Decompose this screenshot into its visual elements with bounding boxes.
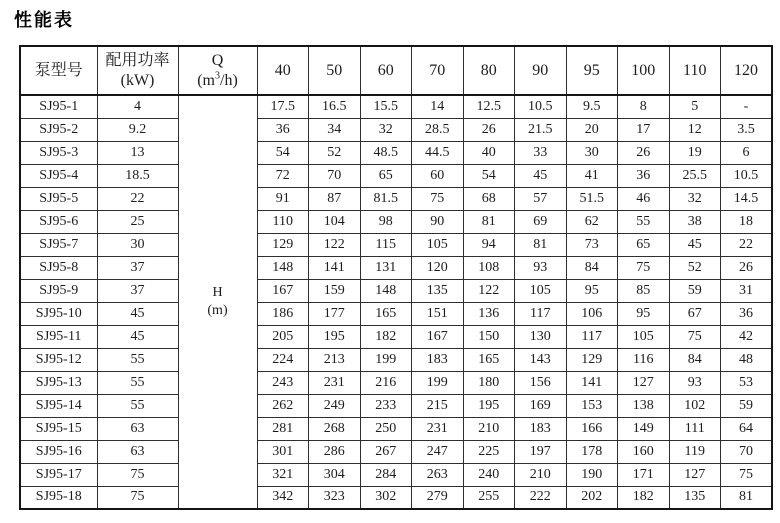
head-value-cell: 141 [309, 256, 361, 279]
head-value-cell: 45 [515, 164, 567, 187]
head-value-cell: 31 [721, 279, 773, 302]
head-value-cell: 263 [412, 463, 464, 486]
head-value-cell: 250 [360, 417, 412, 440]
head-value-cell: 48 [721, 348, 773, 371]
head-value-cell: 186 [257, 302, 309, 325]
power-cell: 55 [97, 371, 178, 394]
head-value-cell: 95 [566, 279, 618, 302]
header-row [20, 46, 772, 95]
head-value-cell: 102 [669, 394, 721, 417]
head-value-cell: 138 [618, 394, 670, 417]
table-row [20, 486, 772, 509]
head-value-cell: 279 [412, 486, 464, 509]
table-row [20, 440, 772, 463]
head-value-cell: 81 [463, 210, 515, 233]
head-value-cell: 75 [721, 463, 773, 486]
head-value-cell: 73 [566, 233, 618, 256]
table-row [20, 394, 772, 417]
head-value-cell: 171 [618, 463, 670, 486]
model-column-header: 泵型号 [20, 46, 97, 95]
power-cell: 37 [97, 279, 178, 302]
head-value-cell: 105 [618, 325, 670, 348]
head-value-cell: 262 [257, 394, 309, 417]
head-value-cell: 267 [360, 440, 412, 463]
model-cell: SJ95-13 [20, 371, 97, 394]
head-value-cell: 87 [309, 187, 361, 210]
head-value-cell: 72 [257, 164, 309, 187]
head-value-cell: 169 [515, 394, 567, 417]
head-value-cell: 26 [463, 118, 515, 141]
head-value-cell: 38 [669, 210, 721, 233]
head-value-cell: 304 [309, 463, 361, 486]
model-cell: SJ95-7 [20, 233, 97, 256]
head-value-cell: 141 [566, 371, 618, 394]
head-value-cell: 84 [566, 256, 618, 279]
head-value-cell: 93 [515, 256, 567, 279]
head-value-cell: 131 [360, 256, 412, 279]
power-cell: 22 [97, 187, 178, 210]
head-value-cell: 44.5 [412, 141, 464, 164]
model-cell: SJ95-18 [20, 486, 97, 509]
model-cell: SJ95-3 [20, 141, 97, 164]
head-value-cell: 178 [566, 440, 618, 463]
power-cell: 75 [97, 486, 178, 509]
table-row [20, 118, 772, 141]
flow-rate-header: 120 [721, 46, 773, 95]
head-value-cell: 75 [412, 187, 464, 210]
head-value-cell: 69 [515, 210, 567, 233]
head-value-cell: 182 [618, 486, 670, 509]
flow-rate-header: 90 [515, 46, 567, 95]
head-value-cell: 150 [463, 325, 515, 348]
head-value-cell: 182 [360, 325, 412, 348]
model-cell: SJ95-5 [20, 187, 97, 210]
head-value-cell: 16.5 [309, 95, 361, 118]
power-header-line1: 配用功率 [105, 51, 170, 69]
head-value-cell: 81 [515, 233, 567, 256]
power-cell: 4 [97, 95, 178, 118]
flow-header-symbol: Q [211, 51, 224, 69]
head-value-cell: 122 [463, 279, 515, 302]
model-cell: SJ95-4 [20, 164, 97, 187]
table-row [20, 325, 772, 348]
head-value-cell: 106 [566, 302, 618, 325]
head-value-cell: 216 [360, 371, 412, 394]
power-cell: 18.5 [97, 164, 178, 187]
head-value-cell: 116 [618, 348, 670, 371]
page-title: 性能表 [14, 10, 74, 30]
power-cell: 45 [97, 302, 178, 325]
head-value-cell: 34 [309, 118, 361, 141]
head-value-cell: 19 [669, 141, 721, 164]
model-cell: SJ95-2 [20, 118, 97, 141]
head-value-cell: 127 [618, 371, 670, 394]
table-row [20, 95, 772, 118]
model-cell: SJ95-14 [20, 394, 97, 417]
head-value-cell: 247 [412, 440, 464, 463]
head-value-cell: 93 [669, 371, 721, 394]
head-value-cell: 167 [412, 325, 464, 348]
head-value-cell: 57 [515, 187, 567, 210]
model-cell: SJ95-6 [20, 210, 97, 233]
performance-table-head [20, 46, 772, 95]
flow-rate-header: 100 [618, 46, 670, 95]
head-value-cell: 94 [463, 233, 515, 256]
performance-table-body [20, 95, 772, 509]
head-value-cell: 225 [463, 440, 515, 463]
power-cell: 55 [97, 348, 178, 371]
head-value-cell: 64 [721, 417, 773, 440]
flow-rate-header: 110 [669, 46, 721, 95]
head-value-cell: 21.5 [515, 118, 567, 141]
head-value-cell: 165 [360, 302, 412, 325]
performance-table [19, 45, 773, 510]
power-cell: 75 [97, 463, 178, 486]
flow-rate-header: 40 [257, 46, 309, 95]
flow-header-unit: $(m^3/h)$ [197, 70, 238, 89]
head-value-cell: 95 [618, 302, 670, 325]
head-value-cell: 65 [618, 233, 670, 256]
head-value-cell: 59 [721, 394, 773, 417]
head-value-cell: 14.5 [721, 187, 773, 210]
head-value-cell: 159 [309, 279, 361, 302]
table-row [20, 348, 772, 371]
head-value-cell: 165 [463, 348, 515, 371]
head-value-cell: 268 [309, 417, 361, 440]
head-value-cell: 48.5 [360, 141, 412, 164]
head-value-cell: 81.5 [360, 187, 412, 210]
flow-rate-header: 95 [566, 46, 618, 95]
head-value-cell: 301 [257, 440, 309, 463]
head-value-cell: 30 [566, 141, 618, 164]
head-value-cell: 70 [309, 164, 361, 187]
flow-column-header [178, 46, 257, 95]
power-cell: 30 [97, 233, 178, 256]
head-value-cell: 231 [309, 371, 361, 394]
head-value-cell: 26 [721, 256, 773, 279]
head-value-cell: 32 [669, 187, 721, 210]
table-row [20, 233, 772, 256]
head-value-cell: 46 [618, 187, 670, 210]
head-value-cell: 148 [257, 256, 309, 279]
head-value-cell: 68 [463, 187, 515, 210]
head-value-cell: 59 [669, 279, 721, 302]
head-value-cell: 281 [257, 417, 309, 440]
table-row [20, 417, 772, 440]
model-cell: SJ95-15 [20, 417, 97, 440]
head-value-cell: 231 [412, 417, 464, 440]
head-value-cell: 122 [309, 233, 361, 256]
head-value-cell: 54 [463, 164, 515, 187]
power-cell: 55 [97, 394, 178, 417]
model-cell: SJ95-9 [20, 279, 97, 302]
head-value-cell: 104 [309, 210, 361, 233]
model-cell: SJ95-8 [20, 256, 97, 279]
model-cell: SJ95-17 [20, 463, 97, 486]
head-value-cell: 120 [412, 256, 464, 279]
head-value-cell: 117 [566, 325, 618, 348]
head-value-cell: 33 [515, 141, 567, 164]
head-value-cell: 52 [669, 256, 721, 279]
head-value-cell: 129 [257, 233, 309, 256]
head-value-cell: 12 [669, 118, 721, 141]
head-value-cell: - [721, 95, 773, 118]
head-value-cell: 15.5 [360, 95, 412, 118]
head-value-cell: 255 [463, 486, 515, 509]
head-value-cell: 224 [257, 348, 309, 371]
head-value-cell: 10.5 [515, 95, 567, 118]
head-value-cell: 284 [360, 463, 412, 486]
head-value-cell: 81 [721, 486, 773, 509]
head-value-cell: 180 [463, 371, 515, 394]
model-cell: SJ95-10 [20, 302, 97, 325]
flow-rate-header: 60 [360, 46, 412, 95]
head-value-cell: 111 [669, 417, 721, 440]
table-row [20, 279, 772, 302]
head-value-cell: 183 [515, 417, 567, 440]
head-value-cell: 249 [309, 394, 361, 417]
head-value-cell: 149 [618, 417, 670, 440]
power-cell: 13 [97, 141, 178, 164]
head-value-cell: 67 [669, 302, 721, 325]
model-cell: SJ95-11 [20, 325, 97, 348]
flow-rate-header: 50 [309, 46, 361, 95]
head-value-cell: 42 [721, 325, 773, 348]
head-value-cell: 129 [566, 348, 618, 371]
table-row [20, 187, 772, 210]
head-value-cell: 119 [669, 440, 721, 463]
head-value-cell: 160 [618, 440, 670, 463]
head-value-cell: 41 [566, 164, 618, 187]
head-value-cell: 240 [463, 463, 515, 486]
model-cell: SJ95-16 [20, 440, 97, 463]
power-header-line2: (kW) [120, 71, 155, 89]
head-value-cell: 54 [257, 141, 309, 164]
head-value-cell: 177 [309, 302, 361, 325]
head-value-cell: 26 [618, 141, 670, 164]
head-unit-cell: H (m) [178, 95, 257, 509]
head-value-cell: 3.5 [721, 118, 773, 141]
head-value-cell: 6 [721, 141, 773, 164]
table-row [20, 164, 772, 187]
head-value-cell: 156 [515, 371, 567, 394]
head-value-cell: 18 [721, 210, 773, 233]
power-cell: 25 [97, 210, 178, 233]
power-cell: 9.2 [97, 118, 178, 141]
power-cell: 45 [97, 325, 178, 348]
cube-superscript: 3 [215, 70, 220, 82]
head-value-cell: 143 [515, 348, 567, 371]
head-value-cell: 117 [515, 302, 567, 325]
head-value-cell: 84 [669, 348, 721, 371]
head-value-cell: 36 [257, 118, 309, 141]
power-cell: 63 [97, 440, 178, 463]
head-value-cell: 55 [618, 210, 670, 233]
head-value-cell: 20 [566, 118, 618, 141]
head-value-cell: 45 [669, 233, 721, 256]
head-value-cell: 190 [566, 463, 618, 486]
head-value-cell: 183 [412, 348, 464, 371]
head-value-cell: 108 [463, 256, 515, 279]
head-value-cell: 62 [566, 210, 618, 233]
head-value-cell: 36 [618, 164, 670, 187]
table-row [20, 210, 772, 233]
head-value-cell: 286 [309, 440, 361, 463]
head-value-cell: 36 [721, 302, 773, 325]
head-value-cell: 14 [412, 95, 464, 118]
head-value-cell: 321 [257, 463, 309, 486]
head-value-cell: 127 [669, 463, 721, 486]
head-value-cell: 85 [618, 279, 670, 302]
head-value-cell: 166 [566, 417, 618, 440]
head-value-cell: 8 [618, 95, 670, 118]
model-cell: SJ95-1 [20, 95, 97, 118]
power-column-header [97, 46, 178, 95]
head-value-cell: 40 [463, 141, 515, 164]
head-value-cell: 199 [412, 371, 464, 394]
head-value-cell: 53 [721, 371, 773, 394]
head-value-cell: 32 [360, 118, 412, 141]
head-value-cell: 199 [360, 348, 412, 371]
head-value-cell: 90 [412, 210, 464, 233]
head-value-cell: 91 [257, 187, 309, 210]
head-value-cell: 60 [412, 164, 464, 187]
head-value-cell: 215 [412, 394, 464, 417]
head-value-cell: 148 [360, 279, 412, 302]
head-value-cell: 195 [309, 325, 361, 348]
flow-rate-header: 80 [463, 46, 515, 95]
head-value-cell: 135 [669, 486, 721, 509]
head-value-cell: 151 [412, 302, 464, 325]
head-value-cell: 52 [309, 141, 361, 164]
head-value-cell: 10.5 [721, 164, 773, 187]
head-value-cell: 210 [515, 463, 567, 486]
head-value-cell: 9.5 [566, 95, 618, 118]
head-value-cell: 105 [515, 279, 567, 302]
head-value-cell: 195 [463, 394, 515, 417]
head-value-cell: 302 [360, 486, 412, 509]
table-row [20, 141, 772, 164]
head-value-cell: 25.5 [669, 164, 721, 187]
head-value-cell: 22 [721, 233, 773, 256]
table-row [20, 256, 772, 279]
power-cell: 63 [97, 417, 178, 440]
head-value-cell: 213 [309, 348, 361, 371]
head-value-cell: 167 [257, 279, 309, 302]
model-cell: SJ95-12 [20, 348, 97, 371]
head-value-cell: 12.5 [463, 95, 515, 118]
head-value-cell: 110 [257, 210, 309, 233]
head-value-cell: 323 [309, 486, 361, 509]
head-value-cell: 243 [257, 371, 309, 394]
head-value-cell: 135 [412, 279, 464, 302]
head-value-cell: 136 [463, 302, 515, 325]
power-cell: 37 [97, 256, 178, 279]
head-value-cell: 222 [515, 486, 567, 509]
head-value-cell: 75 [669, 325, 721, 348]
head-value-cell: 233 [360, 394, 412, 417]
head-value-cell: 75 [618, 256, 670, 279]
head-value-cell: 342 [257, 486, 309, 509]
head-value-cell: 65 [360, 164, 412, 187]
table-row [20, 463, 772, 486]
head-value-cell: 98 [360, 210, 412, 233]
head-value-cell: 197 [515, 440, 567, 463]
head-value-cell: 105 [412, 233, 464, 256]
head-value-cell: 5 [669, 95, 721, 118]
head-value-cell: 17 [618, 118, 670, 141]
head-value-cell: 153 [566, 394, 618, 417]
head-value-cell: 17.5 [257, 95, 309, 118]
head-value-cell: 202 [566, 486, 618, 509]
head-value-cell: 130 [515, 325, 567, 348]
head-value-cell: 115 [360, 233, 412, 256]
flow-rate-header: 70 [412, 46, 464, 95]
table-row [20, 302, 772, 325]
head-value-cell: 205 [257, 325, 309, 348]
head-value-cell: 51.5 [566, 187, 618, 210]
head-value-cell: 70 [721, 440, 773, 463]
table-row [20, 371, 772, 394]
head-value-cell: 28.5 [412, 118, 464, 141]
head-value-cell: 210 [463, 417, 515, 440]
